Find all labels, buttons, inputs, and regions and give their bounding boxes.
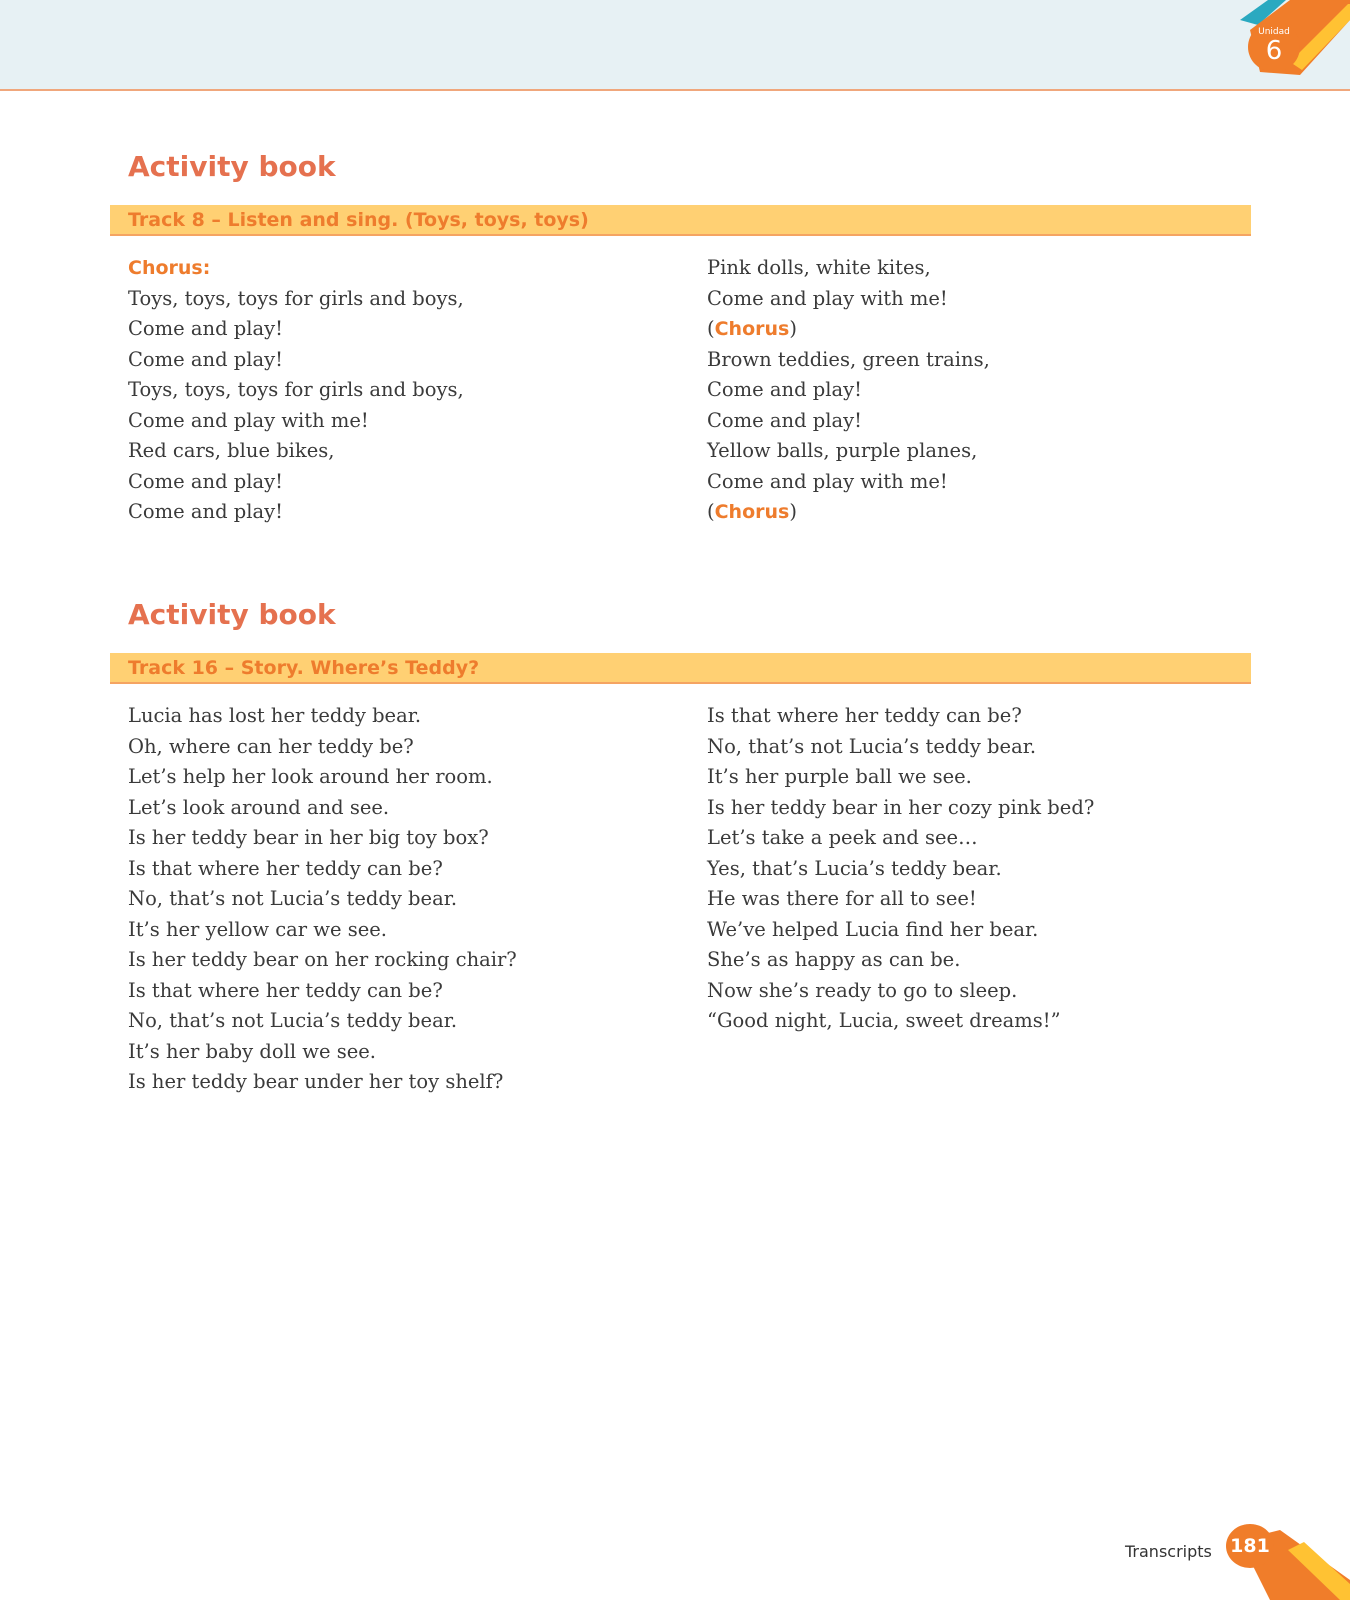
story-line: Now she’s ready to go to sleep. — [707, 978, 1018, 1002]
track-bar-2 — [110, 653, 1251, 684]
chorus-reference: (Chorus) — [707, 500, 797, 523]
lyric-line: Come and play! — [128, 347, 283, 371]
story-line: He was there for all to see! — [707, 887, 977, 910]
page-number: 181 — [1226, 1524, 1274, 1568]
story-line: We’ve helped Lucia find her bear. — [707, 917, 1039, 941]
chorus-reference: (Chorus) — [707, 317, 797, 340]
lyric-line: Brown teddies, green trains, — [707, 347, 990, 371]
chorus-reference-label: Chorus — [714, 501, 790, 523]
story-line: Yes, that’s Lucia’s teddy bear. — [707, 856, 1002, 880]
unit-label: Unidad — [1258, 27, 1290, 37]
story-line: No, that’s not Lucia’s teddy bear. — [128, 1009, 458, 1032]
unit-badge — [1248, 22, 1300, 72]
story-text-left — [128, 701, 668, 1098]
story-line: Is her teddy bear in her big toy box? — [128, 826, 489, 849]
track-title-2: Track 16 – Story. Where’s Teddy? — [128, 657, 480, 679]
story-line: Let’s look around and see. — [128, 795, 390, 819]
story-line: Let’s take a peek and see… — [707, 826, 978, 849]
track-bar-1 — [110, 205, 1251, 236]
chorus-heading: Chorus: — [128, 257, 211, 279]
story-text-right — [707, 701, 1247, 1037]
story-line: No, that’s not Lucia’s teddy bear. — [707, 734, 1037, 758]
lyric-line: Red cars, blue bikes, — [128, 439, 335, 462]
story-line: Is her teddy bear on her rocking chair? — [128, 948, 517, 971]
story-line: Is that where her teddy can be? — [128, 856, 443, 880]
chorus-reference-label: Chorus — [714, 318, 790, 340]
header-band — [0, 0, 1350, 91]
lyric-line: Toys, toys, toys for girls and boys, — [128, 378, 464, 401]
story-line: Lucia has lost her teddy bear. — [128, 704, 422, 727]
song-lyrics-left — [128, 253, 668, 528]
story-line: It’s her baby doll we see. — [128, 1039, 376, 1063]
lyric-line: Toys, toys, toys for girls and boys, — [128, 286, 464, 310]
story-line: Let’s help her look around her room. — [128, 765, 493, 788]
lyric-line: Come and play! — [707, 378, 862, 401]
song-lyrics-right — [707, 253, 1247, 528]
page-corner-decoration — [1200, 1520, 1350, 1600]
lyric-line: Come and play with me! — [707, 286, 948, 310]
lyric-line: Yellow balls, purple planes, — [707, 439, 978, 462]
story-line: No, that’s not Lucia’s teddy bear. — [128, 887, 458, 910]
section-title-2: Activity book — [128, 598, 336, 631]
story-line: It’s her purple ball we see. — [707, 765, 972, 788]
track-title-1: Track 8 – Listen and sing. (Toys, toys, toys) — [128, 209, 589, 231]
story-line: It’s her yellow car we see. — [128, 917, 388, 941]
story-line: Is that where her teddy can be? — [707, 704, 1022, 727]
lyric-line: Come and play with me! — [707, 469, 948, 493]
story-line: Is that where her teddy can be? — [128, 978, 443, 1002]
unit-number: 6 — [1265, 36, 1283, 66]
story-line: Is her teddy bear in her cozy pink bed? — [707, 795, 1095, 819]
lyric-line: Come and play! — [128, 317, 283, 340]
lyric-line: Come and play with me! — [128, 408, 369, 432]
story-line: “Good night, Lucia, sweet dreams!” — [707, 1009, 1061, 1032]
lyric-line: Come and play! — [128, 500, 283, 523]
footer-label: Transcripts — [1125, 1542, 1212, 1561]
story-line: Is her teddy bear under her toy shelf? — [128, 1070, 504, 1093]
lyric-line: Come and play! — [707, 408, 862, 432]
lyric-line: Pink dolls, white kites, — [707, 256, 931, 279]
story-line: She’s as happy as can be. — [707, 948, 961, 971]
lyric-line: Come and play! — [128, 469, 283, 493]
story-line: Oh, where can her teddy be? — [128, 734, 414, 758]
section-title-1: Activity book — [128, 150, 336, 183]
